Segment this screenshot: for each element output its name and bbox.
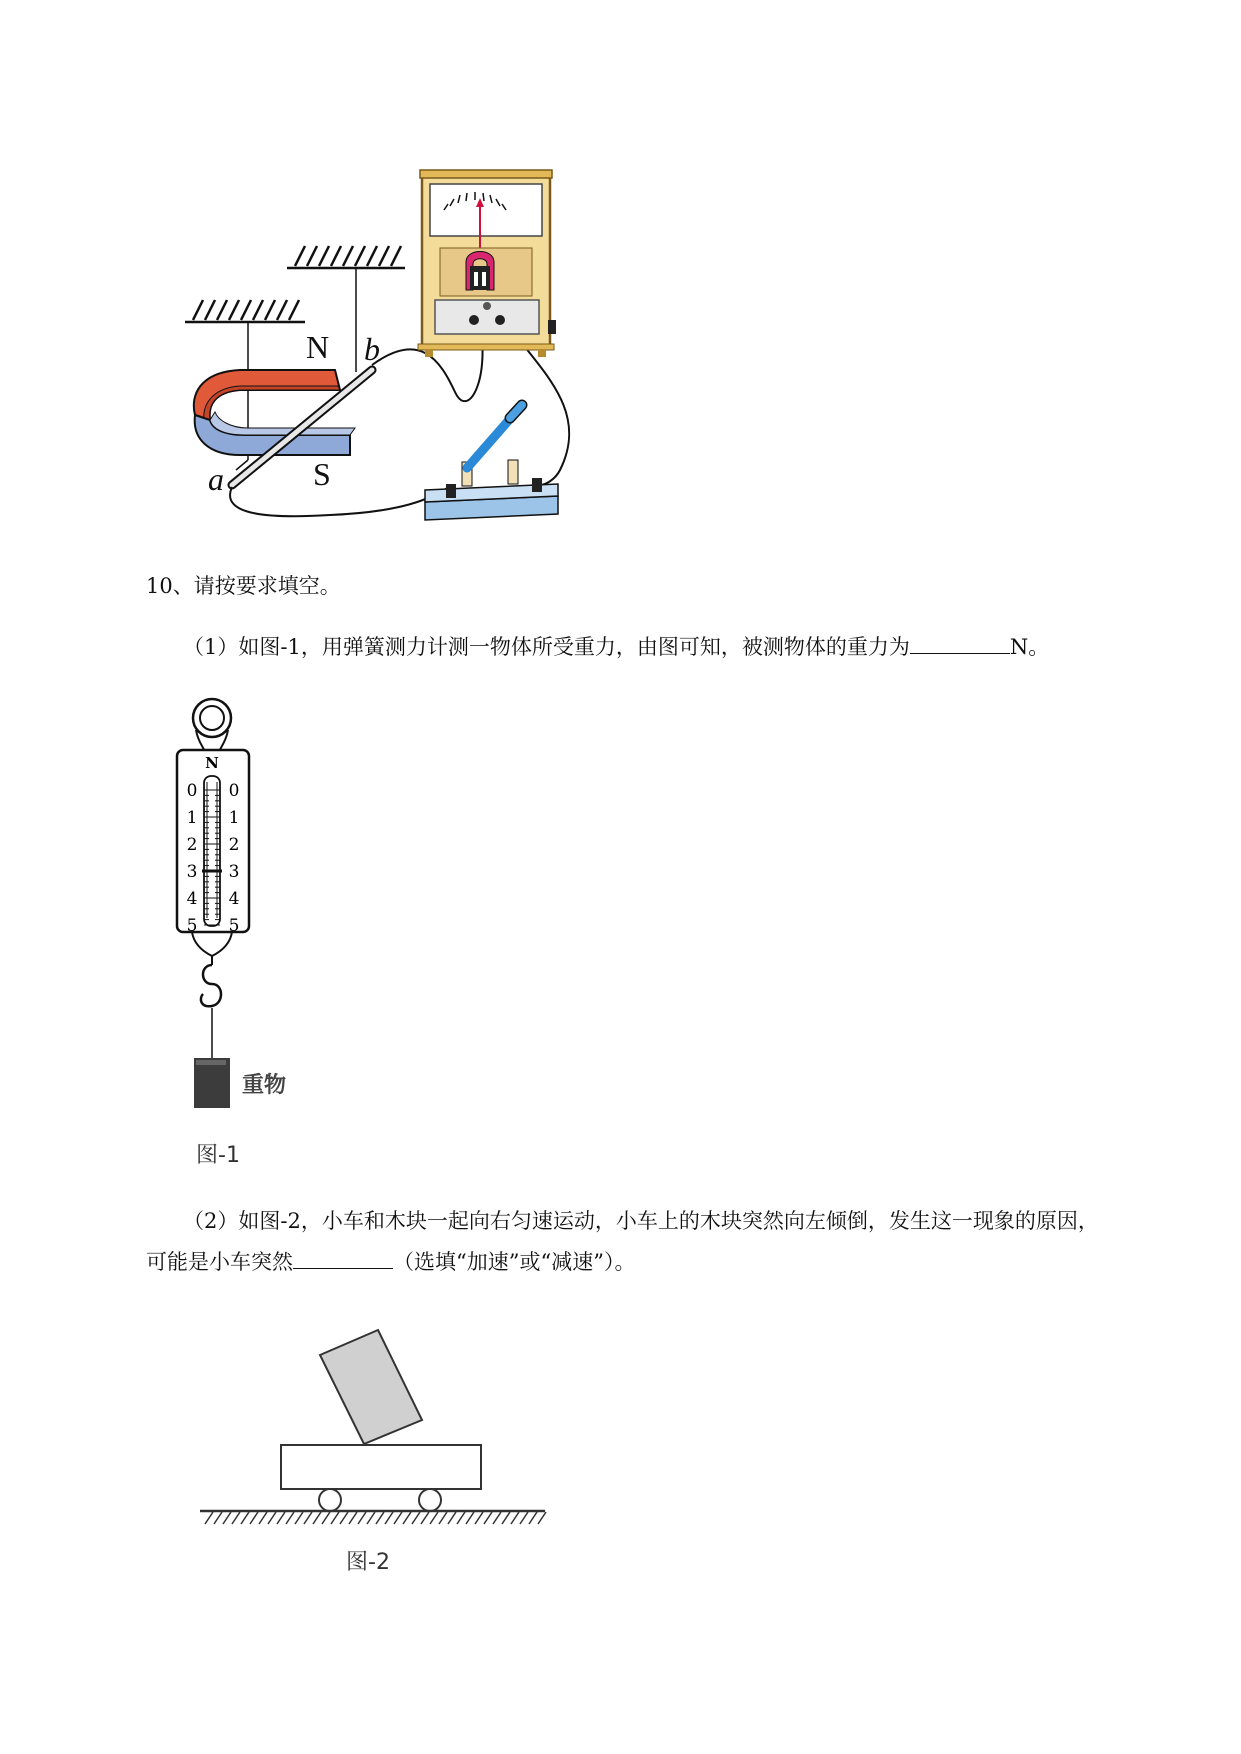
scale-number: 5 (228, 916, 240, 936)
scale-number: 3 (186, 862, 198, 882)
hatch-line (520, 1512, 528, 1524)
scale-number: 4 (228, 889, 240, 909)
hatch-line (376, 1512, 384, 1524)
hatch-line (358, 1512, 366, 1524)
hatch-line (538, 1512, 546, 1524)
ceiling-right (287, 246, 405, 268)
hatch-line (277, 1512, 285, 1524)
hatch-line (475, 1512, 483, 1524)
hatch-line (466, 1512, 474, 1524)
knife-switch (425, 405, 558, 520)
ceiling-left (185, 300, 305, 322)
hatch-line (403, 1512, 411, 1524)
electromagnetic-induction-figure (180, 165, 590, 525)
ground-hatch (205, 1512, 546, 1524)
hatch-line (493, 1512, 501, 1524)
hatch-line (205, 1512, 213, 1524)
scale-number: 1 (186, 808, 198, 828)
scale-number: 0 (228, 781, 240, 801)
scale-number: 2 (186, 835, 198, 855)
hatch-line (268, 1512, 276, 1524)
scale-number: 4 (186, 889, 198, 909)
end-b-label: b (364, 331, 380, 367)
scale-number: 3 (228, 862, 240, 882)
hatch-line (385, 1512, 393, 1524)
hatch-line (367, 1512, 375, 1524)
wire-a-to-switch (230, 485, 452, 516)
hatch-line (241, 1512, 249, 1524)
figure1-caption: 图-1 (196, 1143, 240, 1168)
scale-unit: N (205, 754, 219, 772)
hatch-line (223, 1512, 231, 1524)
hatch-line (349, 1512, 357, 1524)
hatch-line (232, 1512, 240, 1524)
part1-answer-blank[interactable] (910, 631, 1010, 654)
scale-number: 0 (186, 781, 198, 801)
scale-number: 2 (228, 835, 240, 855)
wooden-block (320, 1330, 422, 1444)
cart-block-figure (195, 1320, 555, 1530)
question-part2-line2 (146, 1243, 635, 1281)
hatch-line (421, 1512, 429, 1524)
scale-number: 1 (228, 808, 240, 828)
s-pole-label: S (313, 456, 331, 492)
galvanometer (418, 170, 556, 357)
part1-unit: N。 (1009, 635, 1050, 659)
hatch-line (502, 1512, 510, 1524)
part2-options: （选填“加速”或“减速”）。 (393, 1250, 636, 1274)
spring-scale-figure (170, 690, 320, 1130)
hatch-line (529, 1512, 537, 1524)
cart-wheel-left (319, 1489, 341, 1511)
hatch-line (340, 1512, 348, 1524)
question-title: 10、请按要求填空。 (146, 574, 341, 598)
question-part2-line1: （2）如图-2，小车和木块一起向右匀速运动，小车上的木块突然向左倾倒，发生这一现象的原因， (183, 1209, 1099, 1233)
figure2-caption: 图-2 (346, 1550, 390, 1575)
end-a-label: a (208, 461, 224, 497)
hatch-line (304, 1512, 312, 1524)
hatch-line (250, 1512, 258, 1524)
hatch-line (511, 1512, 519, 1524)
scale-number: 5 (186, 916, 198, 936)
horseshoe-magnet (194, 370, 355, 455)
cart-wheel-right (419, 1489, 441, 1511)
part2-answer-blank[interactable] (293, 1246, 393, 1269)
hatch-line (286, 1512, 294, 1524)
part2-text: 可能是小车突然 (146, 1250, 293, 1274)
hatch-line (412, 1512, 420, 1524)
hatch-line (394, 1512, 402, 1524)
hatch-line (322, 1512, 330, 1524)
hatch-line (448, 1512, 456, 1524)
scale-hook (201, 965, 221, 1006)
cart-body (281, 1445, 481, 1489)
hatch-line (439, 1512, 447, 1524)
hatch-line (259, 1512, 267, 1524)
weight-label: 重物 (242, 1073, 287, 1098)
hatch-line (331, 1512, 339, 1524)
hatch-line (214, 1512, 222, 1524)
hatch-line (457, 1512, 465, 1524)
scale-ring (193, 699, 231, 737)
hatch-line (430, 1512, 438, 1524)
part1-text: （1）如图-1，用弹簧测力计测一物体所受重力，由图可知，被测物体的重力为 (183, 635, 910, 659)
question-part1 (183, 628, 1049, 666)
weight-block (194, 1058, 230, 1108)
hatch-line (313, 1512, 321, 1524)
hatch-line (295, 1512, 303, 1524)
hatch-line (484, 1512, 492, 1524)
n-pole-label: N (306, 329, 330, 365)
